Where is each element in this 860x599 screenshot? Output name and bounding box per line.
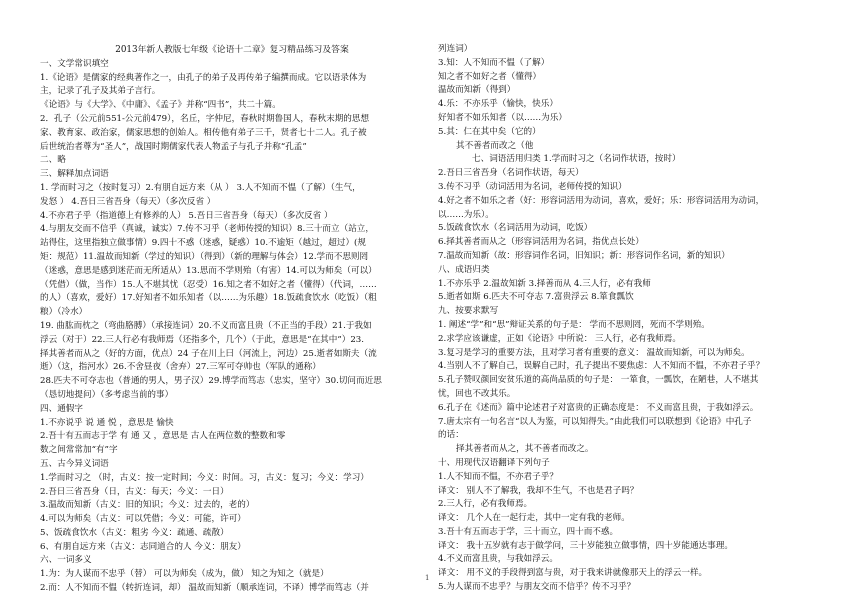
left-text-line: 后世统治者尊为“圣人”，战国时期儒家代表人物孟子与孔子并称“孔孟” — [40, 141, 307, 152]
left-text-line: 《论语》与《大学》、《中庸》、《孟子》并称“四书”，共二十篇。 — [40, 100, 281, 111]
right-text-line: 十、用现代汉语翻译下列句子 — [438, 457, 550, 468]
right-text-line: 3.复习是学习的重要方法，且对学习者有重要的意义： 温故而知新，可以为师矣。 — [438, 347, 750, 358]
right-text-line: 6.择其善者而从之（形容词活用为名词，指优点长处） — [438, 237, 644, 248]
left-column — [40, 44, 424, 596]
right-text-line: 2.三人行，必有我师焉。 — [438, 499, 533, 510]
left-text-line: （凭借）（做，当作）15.人不堪其忧（忍受）16.知之者不如好之者（懂得）（代词，…… — [40, 279, 377, 290]
right-text-line: 4.乐：不亦乐乎（愉快，快乐） — [438, 99, 558, 110]
left-text-line: 1. 学而时习之（按时复习）2.有朋自远方来（从 ） 3.人不知而不愠（了解）（生气， — [40, 182, 361, 193]
left-text-line: 1.《论语》是儒家的经典著作之一，由孔子的弟子及再传弟子编撰而成。它以语录体为 — [40, 72, 367, 83]
right-text-line: 忧，回也不改其乐。 — [438, 388, 516, 399]
left-text-line: 矩：规范）11.温故而知新（学过的知识）（得到）（新的理解与体会）12.学而不思则罔 — [40, 251, 369, 262]
right-text-line: 5.饭疏食饮水（名词活用为动词，吃饭） — [438, 223, 593, 234]
page-number: 1 — [425, 574, 430, 582]
right-text-line: 知之者不如好之者（懂得） — [438, 71, 542, 82]
left-text-line: 1.不亦说乎 说 通 悦 ，意思是 愉快 — [40, 417, 174, 428]
left-text-line: 28.匹夫不可夺志也（普通的男人，男子汉）29.博学而笃志（忠实，坚守）30.切问而近思 — [40, 376, 382, 387]
left-text-line: 发怒 ） 4.吾日三省吾身（每天）（多次反省 ） — [40, 196, 216, 207]
left-text-line: 择其善者而从之（好的方面，优点）24 子在川上曰（河流上，河边）25.逝者如斯夫（流 — [40, 348, 377, 359]
left-text-line: 6、有朋自远方来（古义：志同道合的人 今义：朋友） — [40, 541, 246, 552]
left-text-line: 4.可以为师矣（古义：可以凭借；今义：可能，许可） — [40, 514, 246, 525]
right-text-line: 3.知：人不知而不愠（了解） — [438, 57, 550, 68]
right-text-line: 温故而知新（得到） — [438, 85, 516, 96]
right-text-line: 5.孔子赞叹颜回安贫乐道的高尚品质的句子是： 一箪食，一瓢饮，在陋巷，人不堪其 — [438, 375, 759, 386]
right-text-line: 其不善者而改之（他 — [456, 140, 534, 151]
right-text-line: 3.吾十有五而志于学，三十而立，四十而不惑。 — [438, 526, 619, 537]
left-text-line: 2.吾日三省吾身（日，古义：每天；今义：一日） — [40, 486, 229, 497]
right-text-line: 7.唐太宗有一句名言“以人为鉴，可以知得失。”由此我们可以联想到《论语》中孔子 — [438, 416, 752, 427]
left-text-line: 六、一词多义 — [40, 555, 92, 566]
right-text-line: 6.孔子在《述而》篇中论述君子对富贵的正确态度是： 不义而富且贵，于我如浮云。 — [438, 402, 759, 413]
left-text-line: 2．孔子（公元前551-公元前479），名丘，字仲尼，春秋时期鲁国人，春秋末期的思想 — [40, 113, 370, 124]
right-text-line: 7.温故而知新（故：形容词作名词，旧知识；新：形容词作名词，新的知识） — [438, 250, 730, 261]
left-text-line: 1.为：为人谋而不忠乎（替） 可以为师矣（成为，做） 知之为知之（就是） — [40, 569, 329, 580]
right-text-line: 2.吾日三省吾身（名词作状语，每天） — [438, 168, 584, 179]
right-text-line: 2.求学应该谦虚，正如《论语》中所说： 三人行，必有我师焉。 — [438, 333, 681, 344]
left-text-line: 四、通假字 — [40, 403, 83, 414]
right-text-line: 4.不义而富且贵，与我如浮云。 — [438, 554, 558, 565]
right-text-line: 八、成语归类 — [438, 264, 490, 275]
left-text-line: 主，记录了孔子及其弟子言行。 — [40, 86, 161, 97]
right-text-line: 七、词语活用归类 1.学而时习之（名词作状语，按时） — [472, 154, 681, 165]
left-text-line: 逝）（这，指河水）26.不舍昼夜（舍弃）27.三军可夺帅也（军队的通称） — [40, 362, 321, 373]
left-text-line: 二、略 — [40, 155, 66, 166]
right-text-line: 的话： — [438, 430, 464, 441]
left-text-line: 五、古今异义词语 — [40, 458, 109, 469]
left-text-line: 粮）（冷水） — [40, 307, 88, 318]
left-text-line: 2.而：人不知而不愠（转折连词，却） 温故而知新（顺承连词，不译）博学而笃志（并 — [40, 583, 369, 594]
right-text-line: 择其善者而从之，其不善者而改之。 — [456, 444, 594, 455]
right-text-line: 译文： 几个人在一起行走，其中一定有我的老师。 — [438, 513, 630, 524]
right-text-line: 4.当别人不了解自己，误解自己时，孔子提出不要焦虑：人不知而不愠，不亦君子乎？ — [438, 361, 765, 372]
left-text-line: 家、教育家、政治家，儒家思想的创始人。相传他有弟子三千，贤者七十二人。孔子被 — [40, 127, 367, 138]
document-title: 2013年新人教版七年级《论语十二章》复习精品练习及答案 — [115, 45, 349, 55]
right-column — [438, 43, 830, 595]
right-text-line: 5.为人谋而不忠乎？与朋友交而不信乎？传不习乎？ — [438, 582, 636, 593]
right-text-line: 好知者不如乐知者（以……为乐） — [438, 112, 567, 123]
left-text-line: 一、文学常识填空 — [40, 58, 109, 69]
right-text-line: 1.人不知而不愠，不亦君子乎？ — [438, 471, 558, 482]
left-text-line: 的人）（喜欢，爱好）17.好知者不如乐知者（以……为乐趣）18.饭疏食饮水（吃饭）（粗 — [40, 293, 377, 304]
left-text-line: 3.温故而知新（古义：旧的知识；今义：过去的，老的） — [40, 500, 255, 511]
right-text-line: 译文： 用不义的手段得到富与贵，对于我来讲就像那天上的浮云一样。 — [438, 568, 708, 579]
left-text-line: 5、饭疏食饮水（古义：粗劣 今义：疏通、疏散） — [40, 527, 229, 538]
right-text-line: 以……为乐）。 — [438, 209, 494, 220]
left-text-line: （迷惑，意思是感到迷茫而无所适从）13.思而不学则殆（有害）14.可以为师矣（可以） — [40, 265, 377, 276]
left-text-line: 站得住，这里指独立做事情）9.四十不惑（迷惑，疑惑）10.不逾矩（越过，超过）(规 — [40, 238, 367, 249]
right-text-line: 九、按要求默写 — [438, 306, 499, 317]
left-text-line: 1.学而时习之 （时，古义：按一定时间；今义：时间。习，古义：复习；今义：学习） — [40, 472, 369, 483]
right-text-line: 列连词） — [438, 44, 473, 54]
left-text-line: 19. 曲肱而枕之（弯曲胳膊）（承接连词）20.不义而富且贵（不正当的手段）21.于我如 — [40, 320, 372, 331]
left-text-line: 2.吾十有五而志于学 有 通 又 ，意思是 古人在两位数的整数和零 — [40, 431, 286, 442]
right-text-line: 译文： 我十五岁就有志于做学问，三十岁能独立做事情，四十岁能通达事理。 — [438, 540, 733, 551]
left-text-line: 4.与朋友交而不信乎（真诚，诚实）7.传不习乎（老师传授的知识）8.三十而立（站立， — [40, 224, 374, 235]
left-text-line: 4.不亦君子乎（指道德上有修养的人） 5.吾日三省吾身（每天）（多次反省 ） — [40, 210, 333, 221]
right-text-line: 译文： 别人不了解我，我却不生气，不也是君子吗？ — [438, 485, 639, 496]
right-text-line: 1.不亦乐乎 2.温故知新 3.择善而从 4.三人行，必有我师 — [438, 278, 651, 289]
left-text-line: 三、解释加点词语 — [40, 169, 109, 180]
right-text-line: 1. 阐述“学”和“思”辩证关系的句子是： 学而不思则罔，死而不学则殆。 — [438, 319, 710, 330]
right-text-line: 4.好之者不如乐之者（好：形容词活用为动词，喜欢，爱好；乐：形容词活用为动词， — [438, 195, 765, 206]
left-text-line: 浮云（对于）22.三人行必有我师焉（还指多个，几个）（于此，意思是“在其中”）23. — [40, 334, 365, 345]
right-text-line: 5.其：仁在其中矣（它的） — [438, 126, 541, 137]
right-text-line: 3.传不习乎（动词活用为名词，老师传授的知识） — [438, 181, 627, 192]
right-text-line: 5.逝者如斯 6.匹夫不可夺志 7.富贵浮云 8.箪食瓢饮 — [438, 292, 634, 303]
left-text-line: 数之间常常加“有”字 — [40, 445, 118, 456]
left-text-line: （恳切地提问）（多考虑当前的事） — [40, 389, 174, 400]
